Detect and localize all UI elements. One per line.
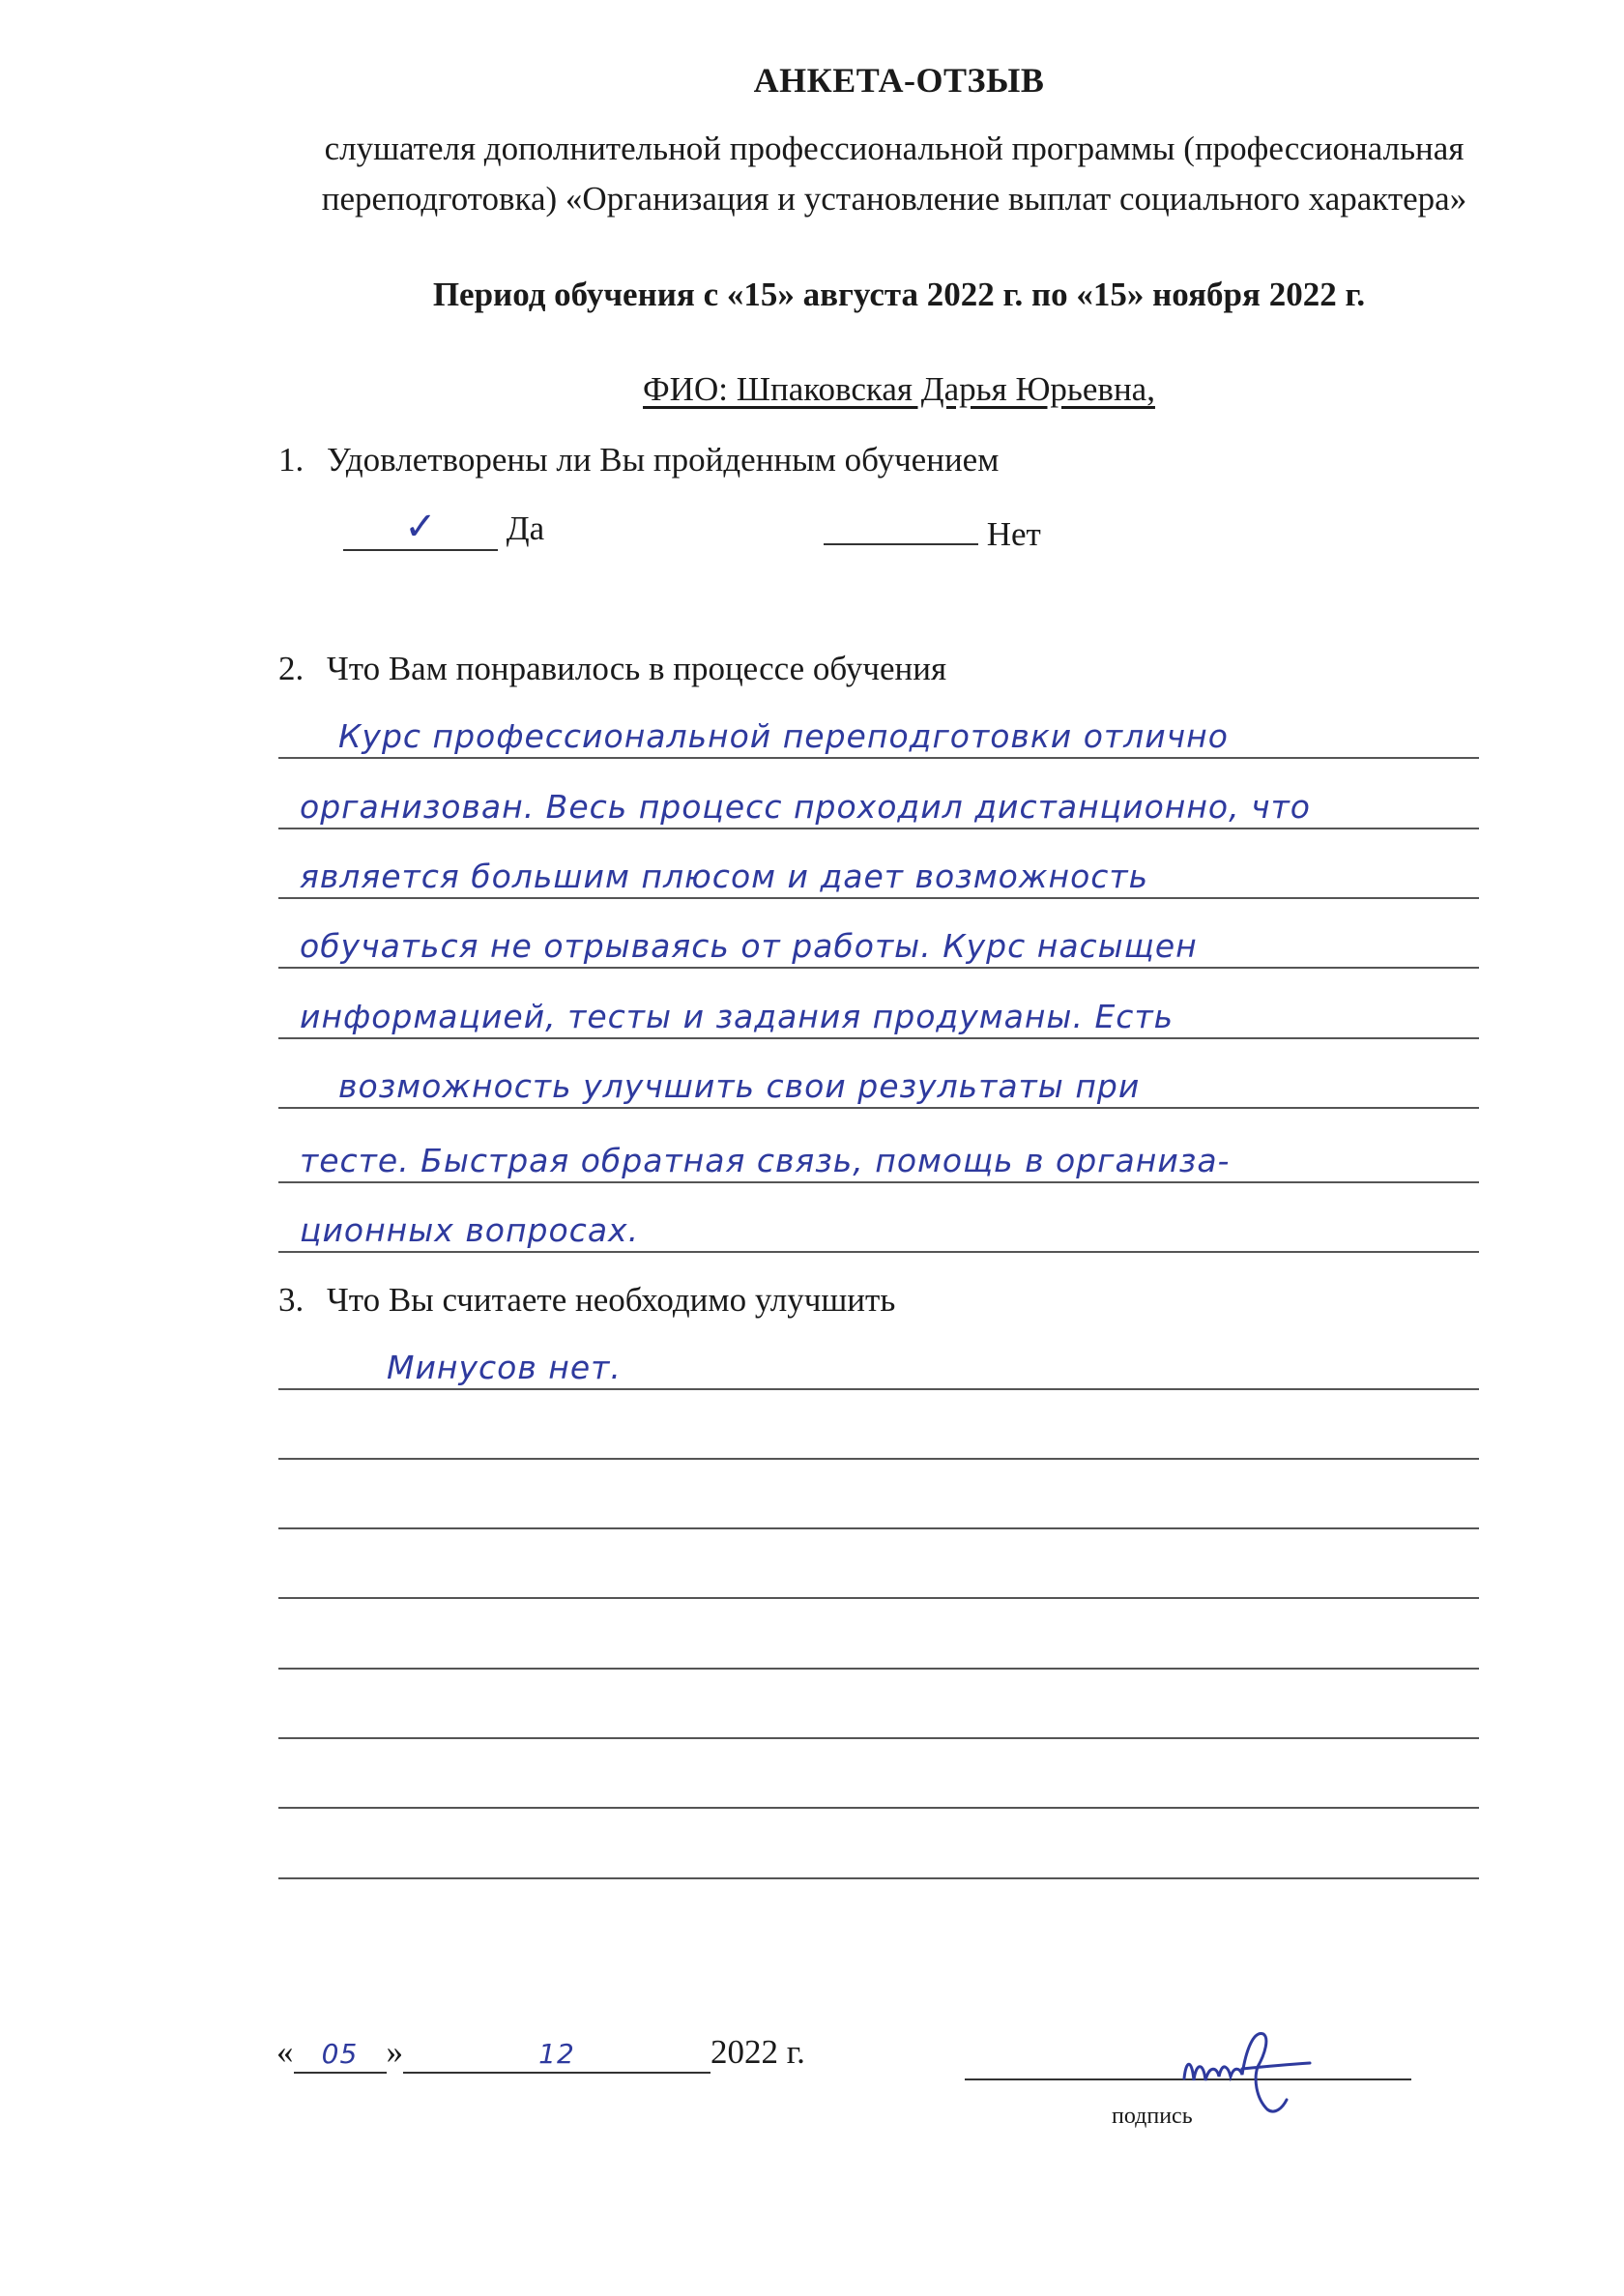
date-day-blank[interactable] [294,2033,387,2074]
subtitle-line-2: переподготовка) «Организация и установление выплат социального характера» [321,180,1467,218]
q2-answer-line-1: Курс профессиональной переподготовки отлично [338,717,1229,755]
question-1-number: 1. [278,441,304,479]
checkmark-icon: ✓ [404,505,437,549]
question-3-text: Что Вы считаете необходимо улучшить [327,1281,896,1319]
q1-no-label: Нет [986,515,1041,553]
q1-yes-option[interactable] [343,505,544,551]
question-1 [278,441,999,480]
answer-line [278,1527,1479,1529]
q1-no-blank[interactable] [824,505,978,545]
answer-line [278,1037,1479,1039]
answer-line [278,1458,1479,1460]
q2-answer-line-7: тесте. Быстрая обратная связь, помощь в организа- [300,1142,1231,1179]
q2-answer-line-6: возможность улучшить свои результаты при [338,1067,1141,1105]
question-2-number: 2. [278,650,304,687]
answer-line [278,1107,1479,1109]
subtitle-line-1: слушателя дополнительной профессиональной программы (профессиональная [324,130,1464,167]
answer-line [278,1807,1479,1809]
question-3 [278,1281,895,1320]
form-subtitle [222,124,1566,224]
q2-answer-line-5: информацией, тесты и задания продуманы. Есть [300,998,1174,1035]
date-year: 2022 г. [710,2033,805,2071]
signature-label: подпись [1112,2104,1193,2129]
question-1-text: Удовлетворены ли Вы пройденным обучением [327,441,1000,479]
form-title: АНКЕТА-ОТЗЫВ [753,61,1045,100]
q2-answer-line-3: является большим плюсом и дает возможность [300,857,1149,895]
fio-line [0,370,1624,409]
date-day: 05 [321,2038,359,2070]
question-2 [278,650,946,688]
q2-answer-line-8: ционных вопросах. [300,1211,640,1249]
q1-no-option[interactable] [824,505,1041,554]
answer-line [278,1251,1479,1253]
answer-line [278,1668,1479,1670]
date-close-quote: » [386,2033,403,2071]
date-month-blank[interactable] [403,2033,710,2074]
date-month: 12 [538,2038,575,2070]
signature-scribble [1174,2020,1329,2127]
q1-yes-blank[interactable] [343,505,498,551]
q1-yes-label: Да [506,509,545,547]
question-2-text: Что Вам понравилось в процессе обучения [327,650,947,687]
q2-answer-line-4: обучаться не отрываясь от работы. Курс насыщен [300,927,1198,965]
q3-answer-line-1: Минусов нет. [387,1349,622,1386]
training-period: Период обучения с «15» августа 2022 г. по «15» ноября 2022 г. [432,276,1366,313]
answer-line [278,1877,1479,1879]
q2-answer-line-2: организован. Весь процесс проходил дистанционно, что [300,788,1311,826]
question-3-number: 3. [278,1281,304,1319]
answer-line [278,828,1479,829]
answer-line [278,1388,1479,1390]
date-field [276,2033,805,2074]
answer-line [278,897,1479,899]
date-open-quote: « [276,2033,294,2071]
answer-line [278,967,1479,969]
answer-line [278,757,1479,759]
answer-line [278,1597,1479,1599]
answer-line [278,1737,1479,1739]
fio-value: ФИО: Шпаковская Дарья Юрьевна, [643,370,1155,408]
answer-line [278,1181,1479,1183]
